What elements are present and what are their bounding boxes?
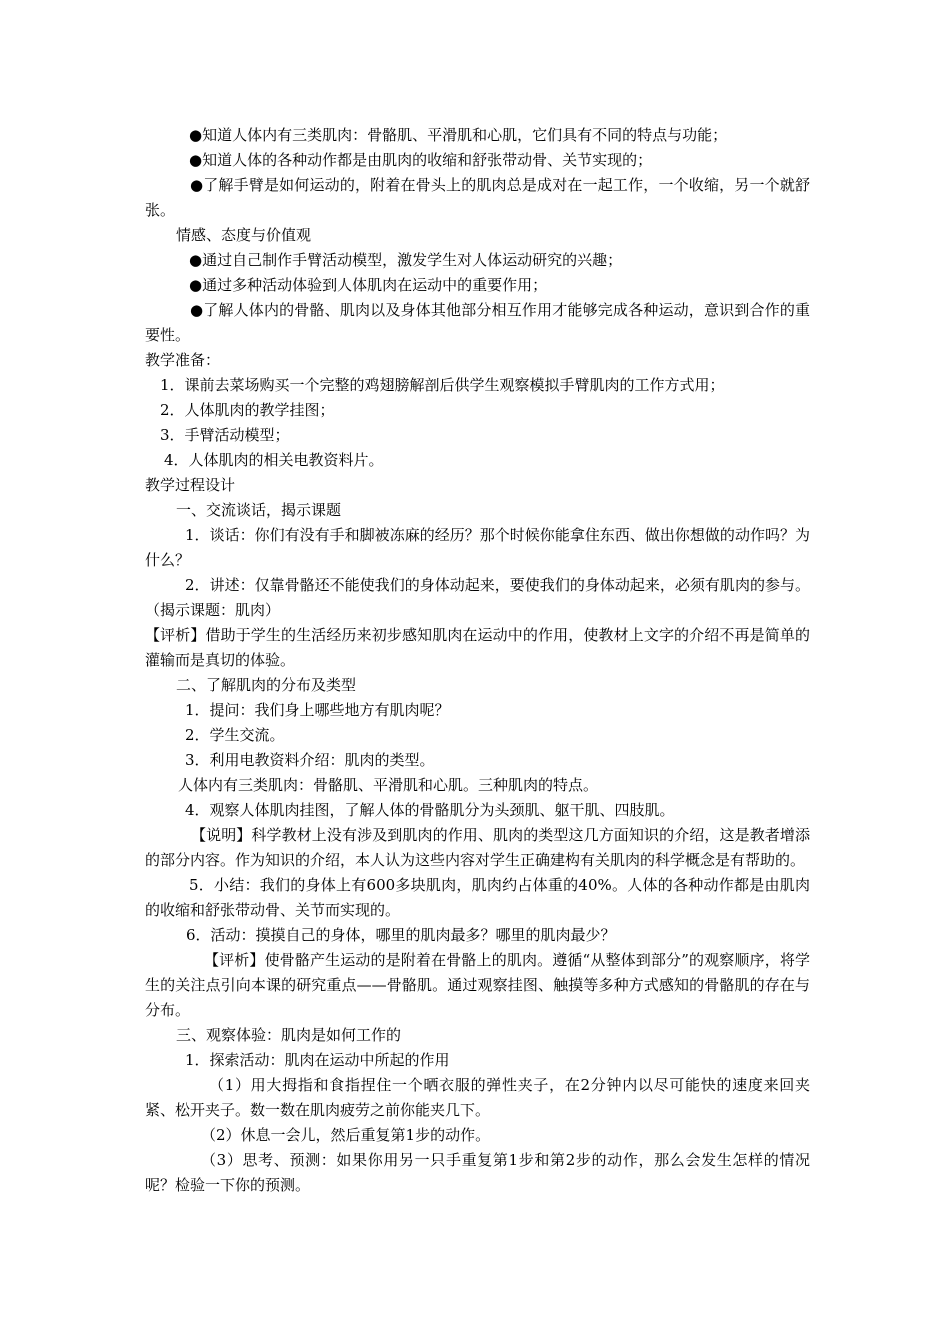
- part2-step-1: 1．提问：我们身上哪些地方有肌肉呢？: [185, 701, 450, 719]
- part3-substep-2: （2）休息一会儿，然后重复第1步的动作。: [201, 1126, 491, 1144]
- part1-step-1: 1．谈话：你们有没有手和脚被冻麻的经历？那个时候你能拿住东西、做出你想做的动作吗？为什么？: [145, 526, 810, 569]
- part-heading-1: 一、交流谈话，揭示课题: [176, 501, 342, 519]
- part2-step-5: 5．小结：我们的身体上有600多块肌肉，肌肉约占体重的40%。人体的各种动作都是由肌肉的收缩和舒张带动骨、关节而实现的。: [145, 876, 810, 919]
- preparation-item-2: 2．人体肌肉的教学挂图；: [160, 401, 335, 419]
- part3-substep-1: （1）用大拇指和食指捏住一个晒衣服的弹性夹子，在2分钟内以尽可能快的速度来回夹紧、松开夹子。数一数在肌肉疲劳之前你能夹几下。: [145, 1076, 810, 1119]
- attitude-bullet-1: ●通过自己制作手臂活动模型，激发学生对人体运动研究的兴趣；: [189, 251, 623, 269]
- preparation-item-1: 1．课前去菜场购买一个完整的鸡翅膀解剖后供学生观察模拟手臂肌肉的工作方式用；: [160, 376, 725, 394]
- part1-step-2: 2．讲述：仅靠骨骼还不能使我们的身体动起来，要使我们的身体动起来，必须有肌肉的参与。（揭示课题：肌肉）: [145, 576, 810, 619]
- objective-bullet-1: ●知道人体内有三类肌肉：骨骼肌、平滑肌和心肌，它们具有不同的特点与功能；: [189, 126, 728, 144]
- preparation-item-4: 4．人体肌肉的相关电教资料片。: [164, 451, 384, 469]
- part-heading-2: 二、了解肌肉的分布及类型: [176, 676, 357, 694]
- section-heading-process: 教学过程设计: [145, 476, 236, 494]
- part2-commentary: 【评析】使骨骼产生运动的是附着在骨骼上的肌肉。遵循“从整体到部分”的观察顺序，将学生的关注点引向本课的研究重点——骨骼肌。通过观察挂图、触摸等多种方式感知的骨骼肌的存在与分布。: [145, 951, 810, 1019]
- part2-muscle-types: 人体内有三类肌肉：骨骼肌、平滑肌和心肌。三种肌肉的特点。: [178, 776, 599, 794]
- part1-commentary: 【评析】借助于学生的生活经历来初步感知肌肉在运动中的作用，使教材上文字的介绍不再是简单的灌输而是真切的体验。: [145, 626, 810, 669]
- attitude-bullet-2: ●通过多种活动体验到人体肌肉在运动中的重要作用；: [189, 276, 548, 294]
- part2-step-4: 4．观察人体肌肉挂图，了解人体的骨骼肌分为头颈肌、躯干肌、四肢肌。: [185, 801, 675, 819]
- part-heading-3: 三、观察体验：肌肉是如何工作的: [176, 1026, 402, 1044]
- objective-bullet-3: ●了解手臂是如何运动的，附着在骨头上的肌肉总是成对在一起工作，一个收缩，另一个就舒张。: [145, 176, 810, 219]
- objective-bullet-2: ●知道人体的各种动作都是由肌肉的收缩和舒张带动骨、关节实现的；: [189, 151, 653, 169]
- section-heading-attitude: 情感、态度与价值观: [176, 226, 312, 244]
- attitude-bullet-3: ●了解人体内的骨骼、肌肉以及身体其他部分相互作用才能够完成各种运动，意识到合作的重要性。: [145, 301, 810, 344]
- part3-substep-3: （3）思考、预测：如果你用另一只手重复第1步和第2步的动作，那么会发生怎样的情况呢？检验一下你的预测。: [145, 1151, 810, 1194]
- part2-step-3: 3．利用电教资料介绍：肌肉的类型。: [185, 751, 435, 769]
- part2-note: 【说明】科学教材上没有涉及到肌肉的作用、肌肉的类型这几方面知识的介绍，这是教者增添的部分内容。作为知识的介绍，本人认为这些内容对学生正确建构有关肌肉的科学概念是有帮助的。: [145, 826, 810, 869]
- document-body: [145, 123, 810, 1198]
- section-heading-preparation: 教学准备：: [145, 351, 221, 369]
- preparation-item-3: 3．手臂活动模型；: [160, 426, 290, 444]
- part2-step-2: 2．学生交流。: [185, 726, 285, 744]
- part3-step-1: 1．探索活动：肌肉在运动中所起的作用: [185, 1051, 450, 1069]
- part2-step-6: 6．活动：摸摸自己的身体，哪里的肌肉最多？哪里的肌肉最少？: [186, 926, 616, 944]
